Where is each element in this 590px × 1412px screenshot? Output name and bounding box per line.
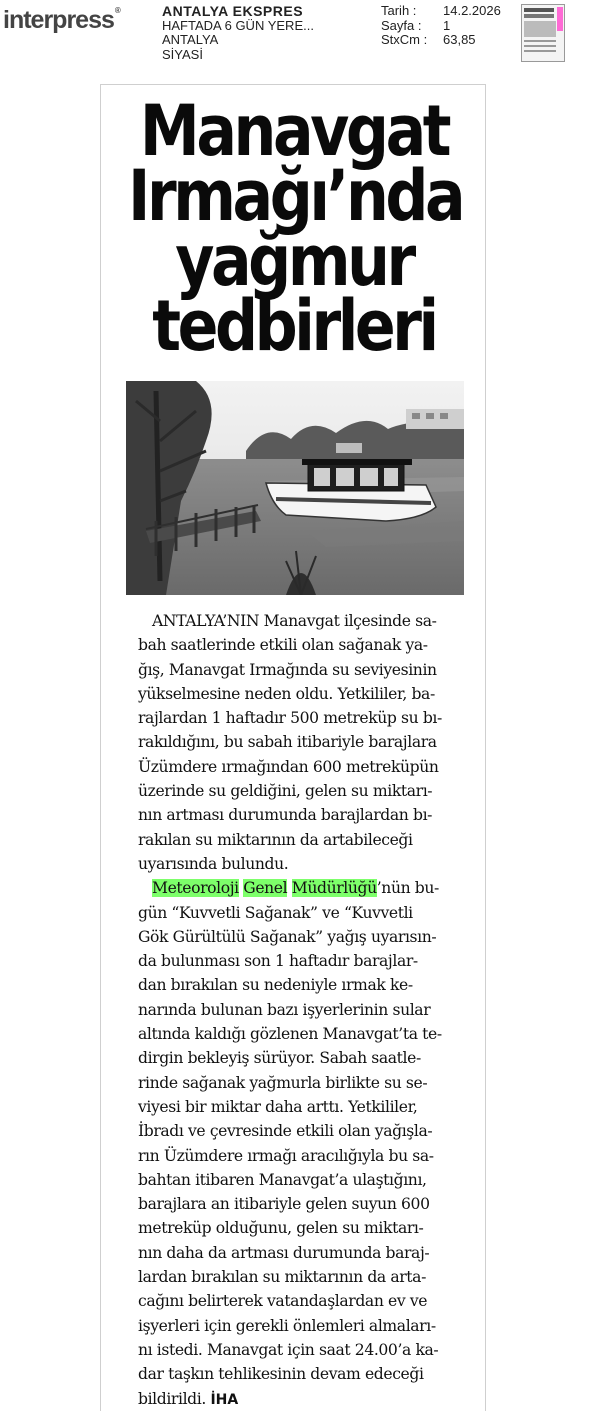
- source-credit: İHA: [210, 1391, 239, 1408]
- paragraph-line: ANTALYA’NIN Manavgat ilçesinde sa-: [152, 612, 437, 630]
- stxcm-label: StxCm :: [381, 32, 428, 47]
- paragraph-line: İbradı ve çevresinde etkili olan yağışla-: [138, 1122, 433, 1141]
- paragraph-line: dan bırakılan su nedeniyle ırmak ke-: [138, 976, 413, 995]
- paragraph-line: bah saatlerinde etkili olan sağanak ya-: [138, 636, 428, 655]
- publication-name: ANTALYA EKSPRES: [162, 3, 304, 19]
- paragraph-line: da bulunması son 1 haftadır barajlar-: [138, 952, 418, 971]
- paragraph-line: Üzümdere ırmağından 600 metreküpün: [138, 757, 439, 776]
- clip-location-marker: [557, 7, 563, 31]
- paragraph-line: bahtan itibaren Manavgat’a ulaştığını,: [138, 1170, 427, 1189]
- highlighted-keyword: Müdürlüğü: [291, 879, 377, 898]
- publication-info: [162, 4, 314, 62]
- paragraph-line: lardan bırakılan su miktarının da arta-: [138, 1268, 426, 1287]
- paragraph-line: cağını belirterek vatandaşlardan ev ve: [138, 1292, 428, 1311]
- headline-line: yağmur: [175, 220, 413, 302]
- paragraph-line: bildirildi. İHA: [138, 1389, 239, 1408]
- paragraph-line: rinde sağanak yağmurla birlikte su se-: [138, 1073, 428, 1092]
- article-clip: [100, 84, 486, 1411]
- page-thumbnail[interactable]: [521, 4, 565, 62]
- highlighted-keyword: Genel: [243, 879, 288, 898]
- page-value: 1: [443, 17, 451, 33]
- paragraph-line: rajlardan 1 haftadır 500 metreküp su bı-: [138, 709, 442, 728]
- headline-line: tedbirleri: [152, 285, 436, 367]
- paragraph-line: rakılan su miktarının da artabileceği: [138, 830, 413, 849]
- headline: [128, 90, 463, 367]
- date-label: Tarih :: [381, 3, 417, 18]
- paragraph-line: rın Üzümdere ırmağı aracılığıyla bu sa-: [138, 1146, 434, 1165]
- interpress-logo: interpress®: [3, 6, 120, 34]
- paragraph-line: ğış, Manavgat Irmağında su seviyesinin: [138, 660, 437, 679]
- paragraph-line: nın artması durumunda barajlardan bı-: [138, 806, 433, 825]
- date-value: 14.2.2026: [443, 3, 501, 18]
- paragraph-line: uyarısında bulundu.: [138, 854, 289, 873]
- paragraph-line: Gök Gürültülü Sağanak” yağış uyarısın-: [138, 927, 437, 946]
- paragraph-line: dirgin bekleyiş sürüyor. Sabah saatle-: [138, 1049, 421, 1068]
- paragraph-line: dar taşkın tehlikesinin devam edeceği: [138, 1365, 424, 1384]
- paragraph-line: narında bulunan bazı işyerlerinin sular: [138, 1000, 431, 1019]
- highlighted-keyword: Meteoroloji: [152, 879, 239, 898]
- publication-city: ANTALYA: [162, 32, 219, 47]
- paragraph-line: barajlara an itibariyle gelen suyun 600: [138, 1195, 430, 1214]
- paragraph-line: viyesi bir miktar daha arttı. Yetkililer,: [138, 1097, 418, 1116]
- paragraph-line: nın daha da artması durumunda baraj-: [138, 1243, 430, 1262]
- paragraph-line: Meteoroloji Genel Müdürlüğü’nün bu-: [152, 879, 439, 898]
- publication-frequency: HAFTADA 6 GÜN YERE...: [162, 17, 314, 33]
- paragraph-line: metreküp olduğunu, gelen su miktarı-: [138, 1219, 424, 1238]
- flooded-river-boat-photo: [126, 381, 464, 595]
- paragraph-line: yükselmesine neden oldu. Yetkililer, ba-: [138, 684, 435, 703]
- paragraph-line: nı istedi. Manavgat için saat 24.00’a ka-: [138, 1340, 439, 1359]
- paragraph-line: gün “Kuvvetli Sağanak” ve “Kuvvetli: [138, 903, 413, 922]
- paragraph-line: rakıldığını, bu sabah itibariyle barajlara: [138, 733, 437, 752]
- headline-line: Irmağı’nda: [128, 155, 463, 237]
- page-label: Sayfa :: [381, 17, 422, 33]
- publication-category: SİYASİ: [162, 46, 203, 62]
- paragraph-line: üzerinde su geldiğini, gelen su miktarı-: [138, 782, 433, 801]
- paragraph-line: işyerleri için gerekli önlemleri almaları-: [138, 1316, 436, 1335]
- paragraph-line: altında kaldığı gözlenen Manavgat’ta te-: [138, 1025, 442, 1044]
- article-body: [138, 609, 466, 1412]
- clip-meta: [381, 4, 501, 48]
- headline-line: Manavgat: [139, 90, 449, 172]
- stxcm-value: 63,85: [443, 32, 476, 47]
